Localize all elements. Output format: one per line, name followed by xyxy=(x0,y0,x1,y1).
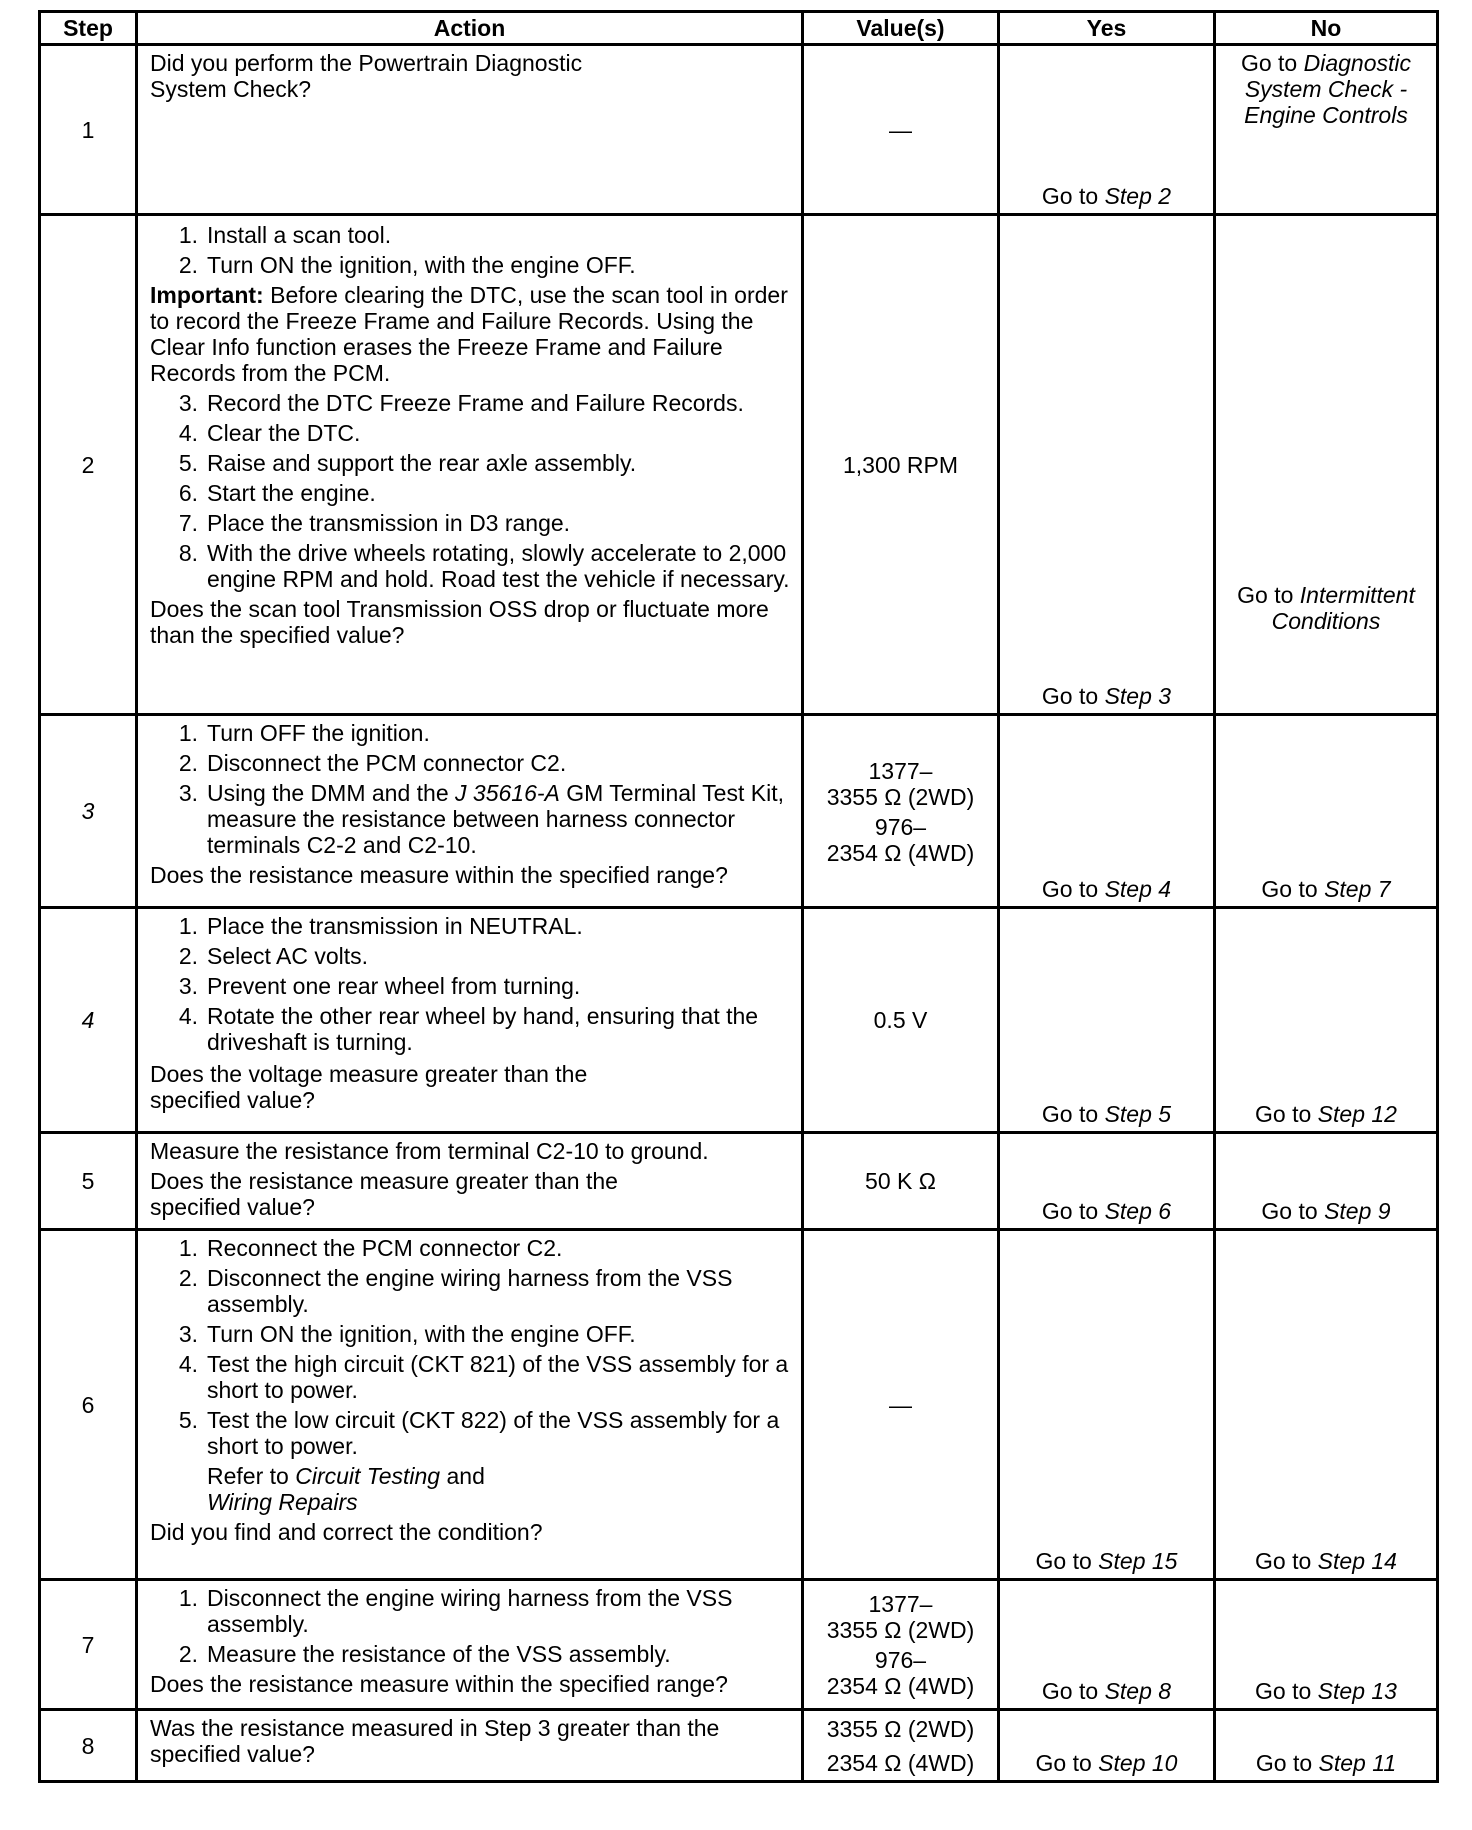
list-item: 4. Rotate the other rear wheel by hand, ensuring that the driveshaft is turning. xyxy=(178,1003,759,1055)
list-item: 1. Turn OFF the ignition. xyxy=(178,720,430,746)
no-goto: Go to Step 13 xyxy=(1255,1678,1397,1704)
action-question: Did you perform the Powertrain Diagnostic System Check? xyxy=(150,50,583,102)
list-item: 7. Place the transmission in D3 range. xyxy=(178,510,571,536)
list-item: 8. With the drive wheels rotating, slowly accelerate to 2,000 engine RPM and hold. Road test the vehicle if necessary. xyxy=(178,540,790,592)
yes-goto: Go to Step 10 xyxy=(1035,1750,1178,1776)
list-item: 4. Clear the DTC. xyxy=(178,420,361,446)
action-cell xyxy=(137,1580,803,1710)
step-number: 8 xyxy=(40,1710,137,1782)
value-cell: — xyxy=(803,1230,999,1580)
step-number: 3 xyxy=(40,715,137,908)
list-item: 1. Install a scan tool. xyxy=(178,222,392,248)
value-cell: — xyxy=(803,45,999,215)
no-goto: Go to Step 7 xyxy=(1261,876,1391,902)
no-cell xyxy=(1215,1133,1438,1230)
value-cell: 1377– 3355 Ω (2WD) 976– 2354 Ω (4WD) xyxy=(803,1580,999,1710)
no-cell xyxy=(1215,45,1438,215)
yes-cell xyxy=(999,908,1215,1133)
no-cell xyxy=(1215,1710,1438,1782)
list-item: 1. Disconnect the engine wiring harness from the VSS assembly. xyxy=(178,1585,733,1637)
yes-goto: Go to Step 6 xyxy=(1041,1198,1172,1224)
no-goto: Go to Step 11 xyxy=(1255,1750,1397,1776)
action-question: Did you find and correct the condition? xyxy=(150,1519,543,1545)
step-number: 7 xyxy=(40,1580,137,1710)
list-item: 3. Prevent one rear wheel from turning. xyxy=(178,973,581,999)
action-cell xyxy=(137,215,803,715)
list-item: 2. Disconnect the PCM connector C2. xyxy=(178,750,567,776)
list-item: 5. Test the low circuit (CKT 822) of the VSS assembly for a short to power. xyxy=(178,1407,780,1459)
yes-cell xyxy=(999,1580,1215,1710)
table-row xyxy=(40,215,1438,715)
no-cell xyxy=(1215,1580,1438,1710)
header-action: Action xyxy=(137,12,803,45)
no-goto: Go to Intermittent Conditions xyxy=(1237,582,1415,634)
no-goto: Go to Step 9 xyxy=(1261,1198,1391,1224)
header-no: No xyxy=(1215,12,1438,45)
yes-goto: Go to Step 5 xyxy=(1041,1101,1172,1127)
list-item: 3. Turn ON the ignition, with the engine OFF. xyxy=(178,1321,636,1347)
action-question: Does the resistance measure within the specified range? xyxy=(150,862,728,888)
list-item: 5. Raise and support the rear axle assembly. xyxy=(178,450,637,476)
table-row xyxy=(40,715,1438,908)
diagnostic-page xyxy=(38,10,1436,1783)
action-question: Does the scan tool Transmission OSS drop or fluctuate more than the specified value? xyxy=(150,596,769,648)
no-cell xyxy=(1215,908,1438,1133)
yes-goto: Go to Step 15 xyxy=(1035,1548,1178,1574)
step-number: 6 xyxy=(40,1230,137,1580)
value-cell: 0.5 V xyxy=(803,908,999,1133)
yes-goto: Go to Step 8 xyxy=(1041,1678,1172,1704)
action-cell xyxy=(137,1133,803,1230)
yes-cell xyxy=(999,1230,1215,1580)
action-question: Does the voltage measure greater than the specified value? xyxy=(150,1061,588,1113)
yes-cell xyxy=(999,1710,1215,1782)
table-row xyxy=(40,1580,1438,1710)
important-note: Important: Before clearing the DTC, use the scan tool in order to record the Freeze Frame and Failure Records. Using the Clear Info function erases the Freeze Frame and Failure Records from the PCM. xyxy=(150,282,788,386)
list-item: 1. Place the transmission in NEUTRAL. xyxy=(178,913,583,939)
no-cell xyxy=(1215,215,1438,715)
value-cell: 1,300 RPM xyxy=(803,215,999,715)
table-row xyxy=(40,1133,1438,1230)
table-row xyxy=(40,908,1438,1133)
action-cell xyxy=(137,715,803,908)
header-step: Step xyxy=(40,12,137,45)
yes-goto: Go to Step 3 xyxy=(1041,683,1172,709)
yes-cell xyxy=(999,1133,1215,1230)
list-item: 1. Reconnect the PCM connector C2. xyxy=(178,1235,563,1261)
no-goto: Go to Step 14 xyxy=(1255,1548,1397,1574)
no-cell xyxy=(1215,1230,1438,1580)
action-instruction: Measure the resistance from terminal C2-10 to ground. xyxy=(150,1138,709,1164)
yes-cell xyxy=(999,715,1215,908)
yes-cell xyxy=(999,215,1215,715)
no-goto: Go to Step 12 xyxy=(1255,1101,1397,1127)
refer-note: Refer to Circuit Testing and Wiring Repairs xyxy=(207,1463,485,1515)
list-item: 4. Test the high circuit (CKT 821) of the VSS assembly for a short to power. xyxy=(178,1351,789,1403)
header-yes: Yes xyxy=(999,12,1215,45)
table-row xyxy=(40,1230,1438,1580)
header-values: Value(s) xyxy=(803,12,999,45)
list-item: 3. Record the DTC Freeze Frame and Failure Records. xyxy=(178,390,744,416)
value-cell: 3355 Ω (2WD) 2354 Ω (4WD) xyxy=(803,1710,999,1782)
value-cell: 50 K Ω xyxy=(803,1133,999,1230)
yes-goto: Go to Step 4 xyxy=(1041,876,1172,902)
yes-cell xyxy=(999,45,1215,215)
action-question: Does the resistance measure greater than the specified value? xyxy=(150,1168,618,1220)
yes-goto: Go to Step 2 xyxy=(1041,183,1172,209)
list-item: 3. Using the DMM and the J 35616-A GM Terminal Test Kit, measure the resistance between harness connector terminals C2-2 and C2-10. xyxy=(178,780,784,858)
action-question: Does the resistance measure within the specified range? xyxy=(150,1671,728,1697)
diagnostic-table xyxy=(38,10,1439,1783)
action-cell xyxy=(137,1230,803,1580)
header-row xyxy=(40,12,1438,45)
step-number: 2 xyxy=(40,215,137,715)
action-cell xyxy=(137,908,803,1133)
step-number: 4 xyxy=(40,908,137,1133)
no-cell xyxy=(1215,715,1438,908)
list-item: 2. Turn ON the ignition, with the engine OFF. xyxy=(178,252,636,278)
step-number: 1 xyxy=(40,45,137,215)
action-cell xyxy=(137,1710,803,1782)
step-number: 5 xyxy=(40,1133,137,1230)
table-row xyxy=(40,1710,1438,1782)
list-item: 2. Measure the resistance of the VSS assembly. xyxy=(178,1641,671,1667)
action-question: Was the resistance measured in Step 3 greater than the specified value? xyxy=(150,1715,720,1767)
list-item: 2. Select AC volts. xyxy=(178,943,369,969)
action-cell xyxy=(137,45,803,215)
no-goto: Go to Diagnostic System Check - Engine Controls xyxy=(1240,50,1412,128)
table-row xyxy=(40,45,1438,215)
list-item: 2. Disconnect the engine wiring harness from the VSS assembly. xyxy=(178,1265,733,1317)
list-item: 6. Start the engine. xyxy=(178,480,376,506)
value-cell: 1377– 3355 Ω (2WD) 976– 2354 Ω (4WD) xyxy=(803,715,999,908)
